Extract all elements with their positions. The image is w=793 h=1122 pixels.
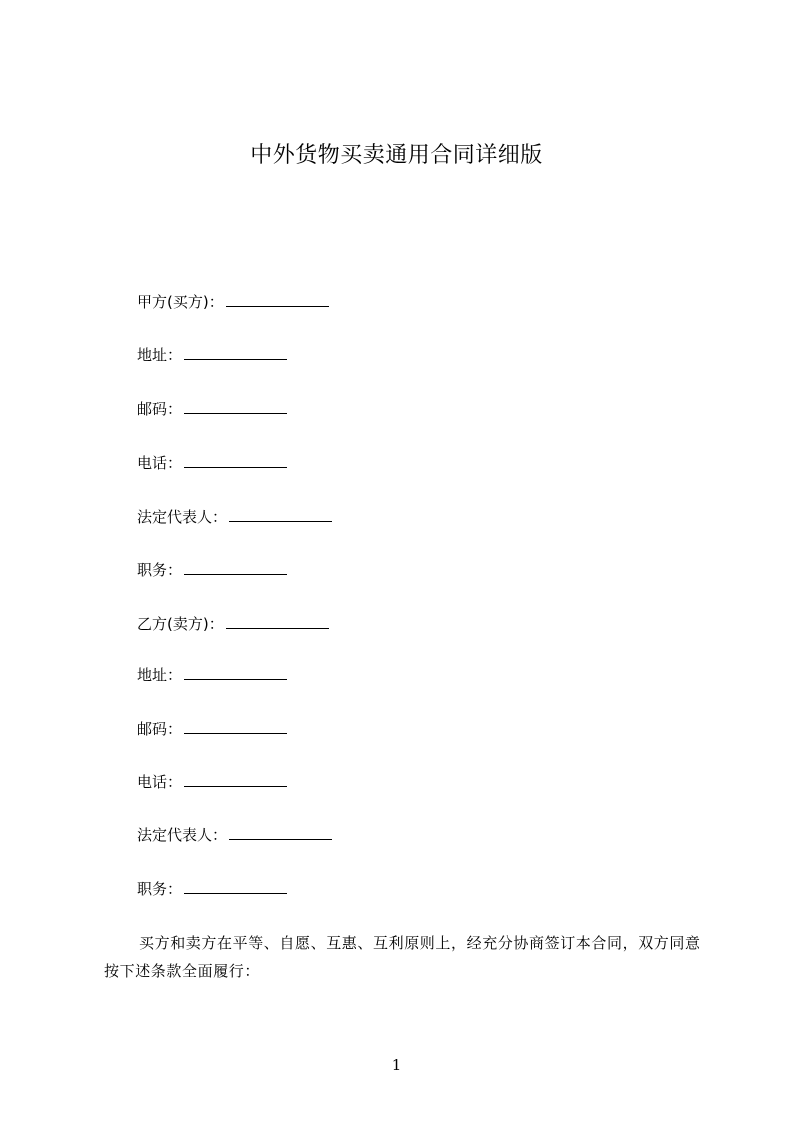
field-label: 法定代表人： (137, 508, 228, 526)
blank-line[interactable] (229, 507, 332, 522)
blank-line[interactable] (184, 665, 287, 680)
blank-line[interactable] (184, 560, 287, 575)
buyer-legal-rep-field (137, 506, 332, 528)
blank-line[interactable] (184, 345, 287, 360)
field-label: 法定代表人： (137, 826, 228, 844)
blank-line[interactable] (226, 614, 329, 629)
buyer-name-field (137, 291, 329, 313)
buyer-postcode-field (137, 398, 287, 420)
field-label: 邮码： (137, 720, 183, 738)
buyer-phone-field (137, 452, 287, 474)
blank-line[interactable] (184, 879, 287, 894)
seller-address-field (137, 664, 287, 686)
field-label: 电话： (137, 773, 183, 791)
agreement-paragraph: 买方和卖方在平等、自愿、互惠、互利原则上，经充分协商签订本合同，双方同意按下述条款全面履行： (104, 934, 701, 980)
field-label: 邮码： (137, 400, 183, 418)
field-label: 甲方(买方)： (137, 293, 224, 311)
seller-legal-rep-field (137, 824, 332, 846)
field-label: 电话： (137, 454, 183, 472)
blank-line[interactable] (184, 772, 287, 787)
seller-postcode-field (137, 718, 287, 740)
seller-position-field (137, 878, 287, 900)
field-label: 职务： (137, 561, 183, 579)
buyer-address-field (137, 344, 287, 366)
blank-line[interactable] (226, 292, 329, 307)
field-label: 乙方(卖方)： (137, 615, 224, 633)
blank-line[interactable] (184, 453, 287, 468)
blank-line[interactable] (184, 719, 287, 734)
field-label: 地址： (137, 666, 183, 684)
seller-phone-field (137, 771, 287, 793)
field-label: 职务： (137, 880, 183, 898)
blank-line[interactable] (229, 825, 332, 840)
seller-name-field (137, 613, 329, 635)
buyer-position-field (137, 559, 287, 581)
blank-line[interactable] (184, 399, 287, 414)
document-title: 中外货物买卖通用合同详细版 (250, 143, 543, 168)
page-number: 1 (391, 1056, 402, 1074)
field-label: 地址： (137, 346, 183, 364)
